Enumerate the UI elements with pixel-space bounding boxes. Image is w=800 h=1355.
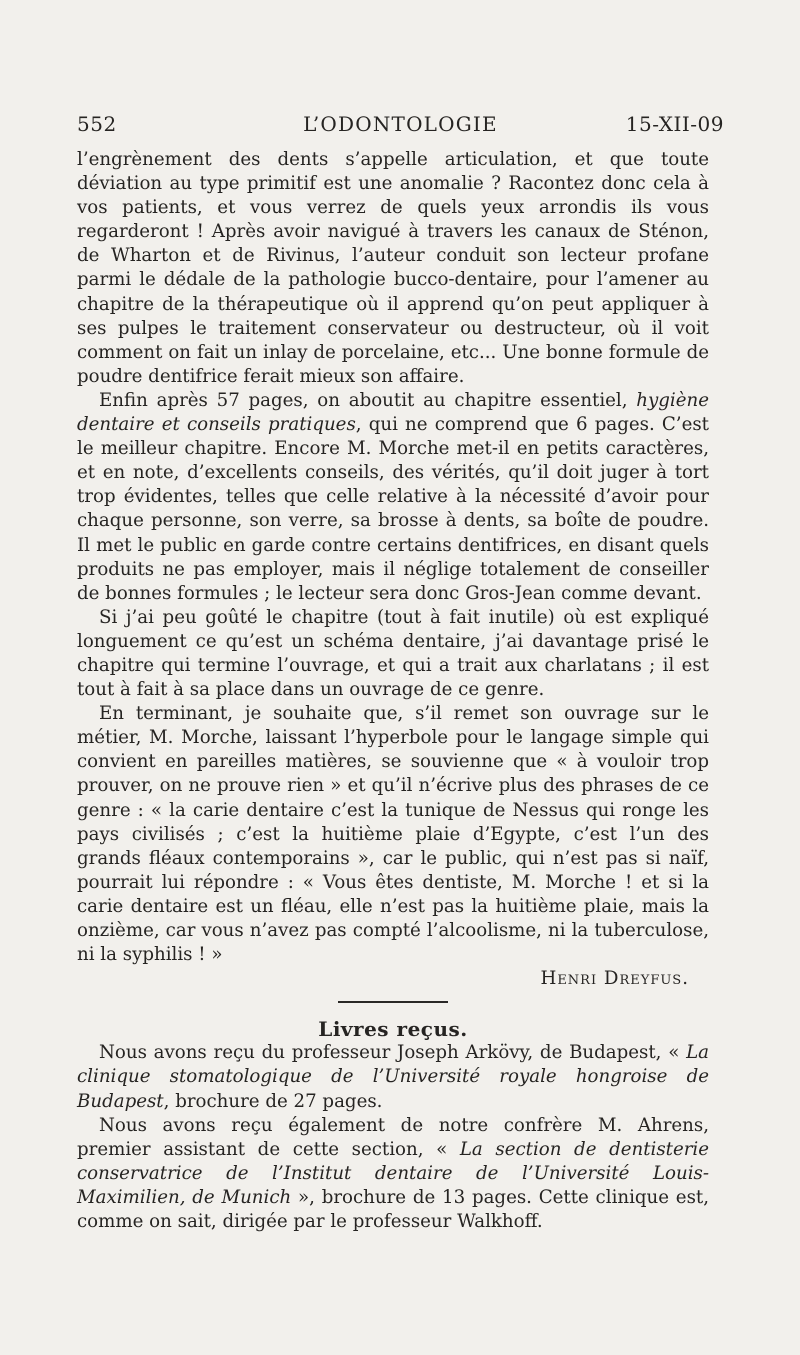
page-number: 552 [77,112,117,136]
books-paragraph-1-text-b: , brochure de 27 pages. [163,1090,383,1112]
article-body [77,148,709,1234]
section-title: Livres reçus. [318,1017,468,1042]
paragraph-2-text-b: , qui ne comprend que 6 pages. C’est le meilleur chapitre. Encore M. Morche met-il en petits caractères, et en note, d’excellents conseils, des vérités, qu’il doit juger à tort trop évidentes, telles que celle relative à la nécessité d’avoir pour chaque personne, son verre, sa brosse à dents, sa boîte de poudre. Il met le public en garde contre certains dentifrices, en disant quels produits ne pas employer, mais il néglige totalement de conseiller de bonnes formules ; le lecteur sera donc Gros-Jean comme devant. [77,414,709,604]
books-paragraph-1-text-a: Nous avons reçu du professeur Joseph Arkövy, de Budapest, « [99,1042,687,1064]
author-signature: Henri Dreyfus. [540,968,689,990]
journal-title: L’ODONTOLOGIE [303,112,498,136]
books-paragraph-2 [77,1114,709,1234]
book-title-2: La section de dentisterie conservatrice de l’Institut dentaire de l’Université Louis-Maximilien, de Munich [77,1138,710,1208]
paragraph-4: En terminant, je souhaite que, s’il remet son ouvrage sur le métier, M. Morche, laissant l’hyperbole pour le langage simple qui convient en pareilles matières, se souvienne que « à vouloir trop prouver, on ne prouve rien » et qu’il n’écrive plus des phrases de ce genre : « la carie dentaire c’est la tunique de Nessus qui ronge les pays civilisés ; c’est la huitième plaie d’Egypte, c’est l’un des grands fléaux contemporains », car le public, qui n’est pas si naïf, pourrait lui répondre : « Vous êtes dentiste, M. Morche ! et si la carie dentaire est un fléau, elle n’est pas la huitième plaie, mais la onzième, car vous n’avez pas compté l’alcoolisme, ni la tuberculose, ni la syphilis ! » [77,703,709,966]
book-title-1: La clinique stomatologique de l’Université royale hongroise de Budapest [77,1042,709,1112]
books-paragraph-2-text-b: », brochure de 13 pages. Cette clinique est, comme on sait, dirigée par le professeur Walkhoff. [77,1186,709,1233]
paragraph-2-text-a: Enfin après 57 pages, on aboutit au chapitre essentiel, [99,389,637,411]
paragraph-3: Si j’ai peu goûté le chapitre (tout à fait inutile) où est expliqué longuement ce qu’est un schéma dentaire, j’ai davantage prisé le chapitre qui termine l’ouvrage, et qui a trait aux charlatans ; il est tout à fait à sa place dans un ouvrage de ce genre. [77,606,709,701]
books-paragraph-1 [77,1041,709,1113]
issue-date: 15-XII-09 [625,112,724,136]
books-paragraph-2-text-a: Nous avons reçu également de notre confrère M. Ahrens, premier assistant de cette section, « [77,1114,709,1160]
paragraph-2 [77,389,709,606]
paragraph-1: l’engrènement des dents s’appelle articulation, et que toute déviation au type primitif est une anomalie ? Racontez donc cela à vos patients, et vous verrez de quels yeux arrondis ils vous regarderont ! Après avoir navigué à travers les canaux de Sténon, de Wharton et de Rivinus, l’auteur conduit son lecteur profane parmi le dédale de la pathologie bucco-dentaire, pour l’amener au chapitre de la thérapeutique où il apprend qu’on peut appliquer à ses pulpes le traitement conservateur ou destructeur, où il voit comment on fait un inlay de porcelaine, etc... Une bonne formule de poudre dentifrice ferait mieux son affaire. [77,149,709,387]
running-header [77,112,724,142]
section-divider [338,1001,448,1003]
chapter-title-italic: hygiène dentaire et conseils pratiques [77,389,709,436]
